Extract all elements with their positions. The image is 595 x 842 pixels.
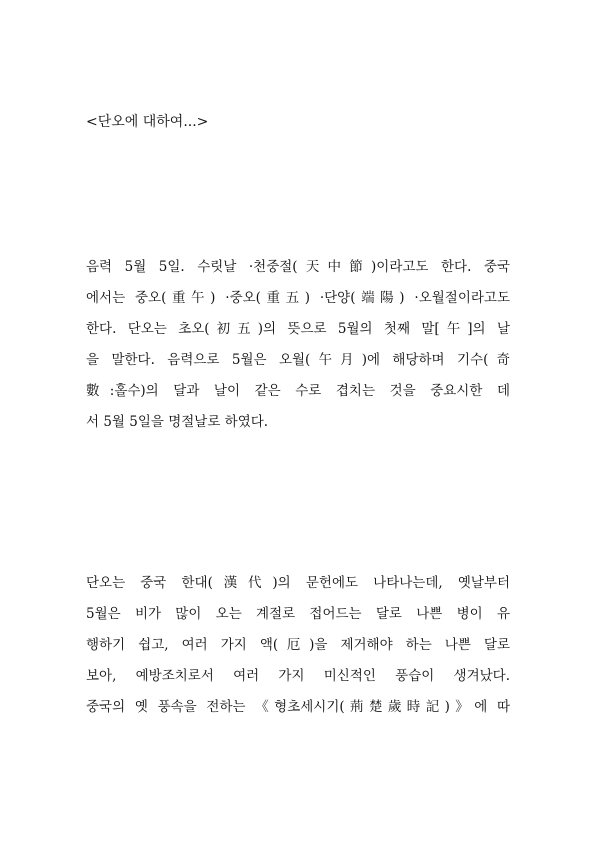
paragraph-line: 보아, 예방조치로서 여러 가지 미신적인 풍습이 생겨났다. (86, 668, 510, 684)
paragraph-line: 음력 5월 5일. 수릿날 ·천중절(天中節)이라고도 한다. 중국 (86, 259, 510, 275)
paragraph-line: 을 말한다. 음력으로 5월은 오월(午月)에 해당하며 기수(奇 (86, 352, 510, 368)
document-title: <단오에 대하여...> (86, 114, 209, 130)
paragraph-line: 한다. 단오는 초오(初五)의 뜻으로 5월의 첫째 말[午]의 날 (86, 321, 510, 337)
paragraph-line: 서 5월 5일을 명절날로 하였다. (86, 414, 269, 430)
paragraph-line: 중국의 옛 풍속을 전하는 《형초세시기(荊楚歲時記)》에 따 (86, 699, 510, 715)
paragraph-line: 행하기 쉽고, 여러 가지 액(厄)을 제거해야 하는 나쁜 달로 (86, 637, 510, 653)
paragraph-line: 5월은 비가 많이 오는 계절로 접어드는 달로 나쁜 병이 유 (86, 606, 510, 622)
paragraph-1 (86, 252, 510, 438)
paragraph-line: 단오는 중국 한대(漢代)의 문헌에도 나타나는데, 옛날부터 (86, 575, 510, 591)
paragraph-line: 數:홀수)의 달과 날이 같은 수로 겹치는 것을 중요시한 데 (86, 383, 510, 399)
paragraph-2 (86, 568, 510, 723)
paragraph-line: 에서는 중오(重午) ·중오(重五) ·단양(端陽) ·오월절이라고도 (86, 290, 510, 306)
